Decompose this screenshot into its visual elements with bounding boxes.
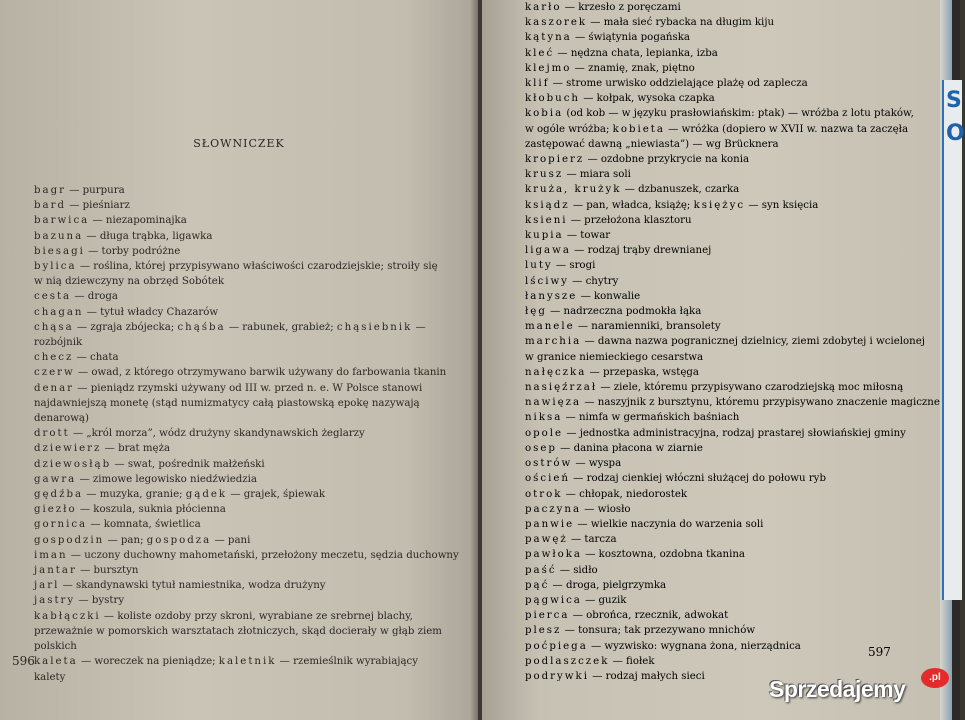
entry-definition: — tytuł władcy Chazarów (83, 306, 219, 318)
entry-definition: (od kob — w języku prasłowiańskim: ptak) — wróżba z lotu ptaków, w ogóle wróżba; (525, 108, 914, 135)
dictionary-entry (505, 152, 925, 167)
dictionary-entry (505, 410, 925, 425)
entry-definition: — danina płacona w ziarnie (556, 442, 703, 454)
entry-headword: ligawa (525, 245, 571, 257)
entry-definition: — pan; (104, 534, 147, 546)
dictionary-entry (14, 229, 444, 244)
entry-headword: chąśba (177, 321, 226, 333)
entry-headword: dziewierz (34, 443, 102, 455)
entry-headword: kupia (525, 230, 564, 242)
entry-headword: kaszorek (525, 17, 588, 29)
entry-headword: gądek (185, 489, 228, 501)
entry-headword: paść (525, 564, 557, 576)
entry-definition: — ziele, któremu przypisywano czarodziejską moc miłosną (597, 382, 904, 394)
dictionary-entry (14, 609, 444, 655)
entry-headword: kaleta (34, 656, 78, 668)
entry-definition: — krzesło z poręczami (561, 2, 681, 13)
entry-definition: — skandynawski tytuł namiestnika, wodza drużyny (59, 580, 326, 592)
entry-definition: — obrońca, rzecznik, adwokat (569, 610, 729, 622)
dictionary-entry (505, 502, 925, 517)
dictionary-entry (505, 380, 925, 395)
entry-headword: bazuna (34, 230, 84, 242)
entry-definition: — kosztowna, ozdobna tkanina (582, 549, 745, 561)
entry-headword: ksiądz (525, 199, 570, 211)
dictionary-entry (505, 198, 925, 213)
entry-definition: — rozbójnik (34, 321, 426, 349)
dictionary-entry (14, 472, 444, 487)
entry-headword: księżyc (693, 199, 746, 211)
dictionary-entry (14, 213, 444, 228)
dictionary-entry (505, 304, 925, 319)
dictionary-entry (14, 441, 444, 456)
entry-definition: — zimowe legowisko niedźwiedzia (76, 473, 257, 485)
entry-headword: dziewosłąb (34, 458, 112, 470)
dictionary-entry (14, 517, 444, 532)
entry-headword: biesagi (34, 245, 85, 257)
dictionary-entry (14, 593, 444, 608)
dictionary-entry (14, 259, 444, 289)
entry-headword: luty (525, 260, 553, 272)
entry-headword: manele (525, 321, 575, 333)
dictionary-entry (505, 319, 925, 334)
entry-definition: — ozdobne przykrycie na konia (584, 154, 750, 166)
dictionary-entry (505, 593, 925, 608)
entry-headword: oścień (525, 473, 570, 485)
entry-definition: — tonsura; tak przezywano mnichów (561, 625, 756, 637)
watermark-badge: .pl (921, 668, 949, 688)
entry-headword: plesz (525, 625, 562, 637)
entry-definition: — syn księcia (745, 199, 819, 211)
entry-definition: — nędzna chata, lepianka, izba (554, 47, 718, 59)
entry-headword: opole (525, 427, 564, 439)
entry-definition: — naramienniki, bransolety (574, 321, 721, 333)
entry-headword: gawra (34, 473, 77, 485)
entry-definition: — wiosło (581, 503, 631, 515)
entry-definition: — nadrzeczna podmokła łąka (546, 306, 702, 318)
entry-headword: bagr (34, 185, 66, 196)
left-page (0, 0, 478, 720)
entry-definition: — rzemieślnik wyrabiający kalety (34, 656, 418, 683)
entry-definition: — nimfa w germańskich baśniach (562, 412, 740, 424)
dictionary-entry (505, 30, 925, 45)
entry-definition: — wróżka (dopiero w XVII w. nazwa ta zaczęła zastępować dawną „niewiasta”) — wg Brücknera (525, 123, 909, 150)
entry-headword: ksieni (525, 214, 568, 226)
entry-definition: — chata (73, 352, 119, 364)
entry-definition: — rodzaj cienkiej włóczni służącej do połowu ryb (569, 473, 826, 485)
entry-headword: gospodzin (34, 534, 105, 546)
dictionary-entry (505, 487, 925, 502)
entry-headword: nałęczka (525, 366, 587, 378)
dictionary-entry (14, 381, 444, 427)
entry-headword: kleć (525, 47, 555, 59)
entry-definition: — chłopak, niedorostek (562, 488, 688, 500)
dictionary-entry (505, 243, 925, 258)
entry-definition: — przepaska, wstęga (586, 366, 699, 378)
entry-definition: — wyzwisko: wygnana żona, nierządnica (587, 640, 801, 652)
entry-definition: — chytry (568, 275, 619, 287)
entry-definition: — znamię, znak, piętno (571, 62, 695, 74)
entry-definition: — rabunek, grabież; (225, 321, 337, 333)
entry-headword: czerw (34, 367, 75, 379)
dictionary-entry (505, 532, 925, 547)
entry-headword: pągwica (525, 594, 582, 606)
entry-definition: — kołpak, wysoka czapka (579, 93, 715, 105)
dictionary-entry (505, 182, 925, 197)
right-entry-list (505, 0, 940, 684)
dictionary-entry (505, 623, 925, 638)
dictionary-entry (14, 563, 444, 578)
dictionary-entry (14, 426, 444, 441)
entry-definition: — konwalie (577, 290, 641, 302)
entry-headword: kabłączki (34, 610, 101, 622)
entry-headword: giezło (34, 504, 77, 516)
entry-definition: — „król morza”, wódz drużyny skandynawskich żeglarzy (69, 428, 365, 440)
entry-definition: — miara soli (563, 169, 631, 181)
dictionary-entry (14, 533, 444, 548)
entry-definition: — brat męża (101, 443, 171, 455)
entry-headword: gędźba (34, 489, 84, 501)
entry-headword: kaletnik (218, 656, 277, 668)
entry-definition: — długa trąbka, ligawka (83, 230, 213, 242)
entry-headword: poćpiega (525, 640, 588, 652)
entry-definition: — strome urwisko oddzielające plażę od zaplecza (549, 78, 808, 90)
entry-headword: kruża, krużyk (525, 184, 622, 196)
entry-definition: — srogi (552, 260, 596, 272)
entry-headword: panwie (525, 518, 575, 530)
entry-headword: otrok (525, 488, 563, 500)
entry-headword: niksa (525, 412, 563, 424)
entry-definition: — niezapominajka (89, 215, 187, 227)
entry-headword: podlaszczek (525, 655, 610, 667)
dictionary-entry (14, 244, 444, 259)
entry-headword: denar (34, 382, 75, 394)
dictionary-entry (14, 457, 444, 472)
dictionary-entry (14, 502, 444, 517)
dictionary-entry (505, 46, 925, 61)
entry-headword: marchia (525, 336, 582, 348)
dictionary-entry (505, 639, 925, 654)
entry-definition: — dzbanuszek, czarka (621, 184, 740, 196)
dictionary-entry (14, 320, 444, 350)
dictionary-entry (505, 0, 925, 15)
entry-headword: klejmo (525, 62, 572, 74)
entry-definition: — tarcza (567, 534, 617, 546)
dictionary-entry (505, 213, 925, 228)
entry-definition: — pan, władca, książę; (569, 199, 694, 211)
entry-headword: nawięza (525, 397, 582, 409)
dictionary-entry (505, 471, 925, 486)
entry-definition: — muzyka, granie; (83, 489, 186, 501)
dictionary-entry (505, 365, 925, 380)
dictionary-entry (505, 654, 925, 669)
entry-headword: jantar (34, 565, 77, 577)
dictionary-entry (505, 61, 925, 76)
entry-definition: — pieśniarz (66, 200, 130, 212)
dictionary-entry (505, 91, 925, 106)
entry-headword: kropierz (525, 154, 585, 166)
entry-definition: — woreczek na pieniądze; (77, 656, 219, 668)
dictionary-entry (505, 167, 925, 182)
dictionary-entry (505, 547, 925, 562)
dictionary-entry (505, 426, 925, 441)
dictionary-entry (505, 608, 925, 623)
entry-headword: kobieta (612, 123, 665, 135)
dictionary-entry (14, 183, 444, 198)
right-page-number: 597 (868, 645, 891, 659)
dictionary-entry (14, 305, 444, 320)
entry-headword: łanysze (525, 290, 578, 302)
entry-headword: gornica (34, 519, 88, 531)
entry-headword: podrywki (525, 670, 589, 682)
entry-definition: — droga (71, 291, 118, 303)
dictionary-entry (505, 334, 925, 364)
entry-definition: — owad, z którego otrzymywano barwik używany do farbowania tkanin (74, 367, 447, 379)
page-heading: SŁOWNICZEK (193, 137, 285, 150)
entry-definition: — świątynia pogańska (571, 32, 690, 44)
dictionary-entry (505, 289, 925, 304)
entry-headword: iman (34, 549, 68, 561)
entry-headword: kobia (525, 108, 564, 120)
left-entry-list (14, 183, 459, 685)
entry-definition: — droga, pielgrzymka (549, 579, 667, 591)
entry-headword: jarl (34, 580, 60, 592)
entry-headword: cesta (34, 291, 72, 303)
entry-definition: — bystry (75, 595, 125, 607)
entry-definition: — uczony duchowny mahometański, przełożony meczetu, sędzia duchowny (67, 549, 459, 561)
entry-headword: krusz (525, 169, 564, 181)
dictionary-entry (505, 15, 925, 30)
entry-headword: klif (525, 78, 550, 90)
entry-definition: — naszyjnik z bursztynu, któremu przypisywano znaczenie magiczne (581, 397, 940, 409)
dictionary-entry (505, 441, 925, 456)
dictionary-entry (505, 563, 925, 578)
entry-definition: — komnata, świetlica (87, 519, 201, 531)
entry-headword: jastry (34, 595, 76, 607)
entry-definition: — koszula, suknia płócienna (76, 504, 226, 516)
entry-headword: lściwy (525, 275, 569, 287)
dictionary-entry (14, 654, 444, 684)
left-page-number: 596 (12, 654, 35, 668)
entry-headword: nasięźrzał (525, 382, 598, 394)
background-printed-sheet: S O (942, 80, 962, 600)
entry-definition: — zgraja zbójecka; (73, 321, 178, 333)
entry-definition: — roślina, której przypisywano właściwości czarodziejskie; stroiły się w nią dziewczyny na obrzęd Sobótek (34, 261, 438, 288)
dictionary-entry (505, 395, 940, 410)
entry-definition: — swat, pośrednik małżeński (111, 458, 265, 470)
entry-headword: kłobuch (525, 93, 580, 105)
entry-definition: — torby podróżne (84, 245, 181, 257)
entry-headword: chąsiebnik (336, 321, 413, 333)
dictionary-entry (14, 548, 459, 563)
entry-headword: karło (525, 2, 562, 13)
entry-definition: — rodzaj trąby drewnianej (570, 245, 712, 257)
entry-headword: chąsa (34, 321, 74, 333)
dictionary-entry (14, 289, 444, 304)
entry-definition: — mała sieć rybacka na długim kiju (587, 17, 775, 29)
dictionary-entry (14, 198, 444, 213)
dictionary-entry (505, 228, 925, 243)
dictionary-entry (505, 456, 925, 471)
entry-headword: pąć (525, 579, 550, 591)
entry-headword: pawłoka (525, 549, 582, 561)
dictionary-entry (505, 106, 925, 152)
entry-headword: gospodza (146, 534, 212, 546)
watermark-text: Sprzedajemy (769, 676, 906, 702)
entry-definition: — bursztyn (76, 565, 139, 577)
entry-definition: — wyspa (572, 458, 622, 470)
entry-definition: — guzik (581, 594, 627, 606)
entry-headword: pierca (525, 610, 570, 622)
dictionary-entry (14, 578, 444, 593)
entry-headword: kątyna (525, 32, 572, 44)
entry-headword: barwica (34, 215, 90, 227)
entry-headword: ostrów (525, 458, 573, 470)
entry-definition: — towar (563, 230, 611, 242)
sprzedajemy-watermark (769, 672, 959, 710)
entry-headword: bard (34, 200, 66, 212)
entry-headword: bylica (34, 261, 77, 273)
entry-definition: — pieniądz rzymski używany od III w. przed n. e. W Polsce stanowi najdawniejszą monetę (stąd numizmatycy całą piastowską epokę nazywają denarową) (34, 382, 423, 425)
entry-headword: osep (525, 442, 557, 454)
entry-headword: paczyna (525, 503, 582, 515)
dictionary-entry (14, 365, 447, 380)
entry-definition: — grajek, śpiewak (227, 489, 326, 501)
dictionary-entry (14, 487, 444, 502)
dictionary-entry (505, 274, 925, 289)
entry-definition: — jednostka administracyjna, rodzaj prastarej słowiańskiej gminy (563, 427, 906, 439)
dictionary-entry (505, 578, 925, 593)
dictionary-entry (505, 517, 925, 532)
entry-definition: — purpura (66, 185, 125, 196)
entry-definition: — przełożona klasztoru (567, 214, 692, 226)
dictionary-entry (14, 350, 444, 365)
entry-headword: drott (34, 428, 70, 440)
entry-definition: — rodzaj małych sieci (588, 670, 705, 682)
entry-headword: łęg (525, 306, 547, 318)
entry-definition: — fiołek (609, 655, 655, 667)
dictionary-entry (505, 76, 925, 91)
dictionary-entry (505, 258, 925, 273)
entry-headword: chagan (34, 306, 84, 318)
entry-definition: — wielkie naczynia do warzenia soli (574, 518, 764, 530)
entry-headword: checz (34, 352, 74, 364)
entry-definition: — koliste ozdoby przy skroni, wyrabiane ze srebrnej blachy, przeważnie w pomorskich warsztatach złotniczych, skąd docierały w głąb ziem polskich (34, 610, 442, 653)
entry-definition: — pani (211, 534, 251, 546)
entry-headword: pawęż (525, 534, 568, 546)
entry-definition: — dawna nazwa pogranicznej dzielnicy, ziemi zdobytej i wcielonej w granice niemieckiego cesarstwa (525, 336, 925, 363)
entry-definition: — sidło (556, 564, 598, 576)
